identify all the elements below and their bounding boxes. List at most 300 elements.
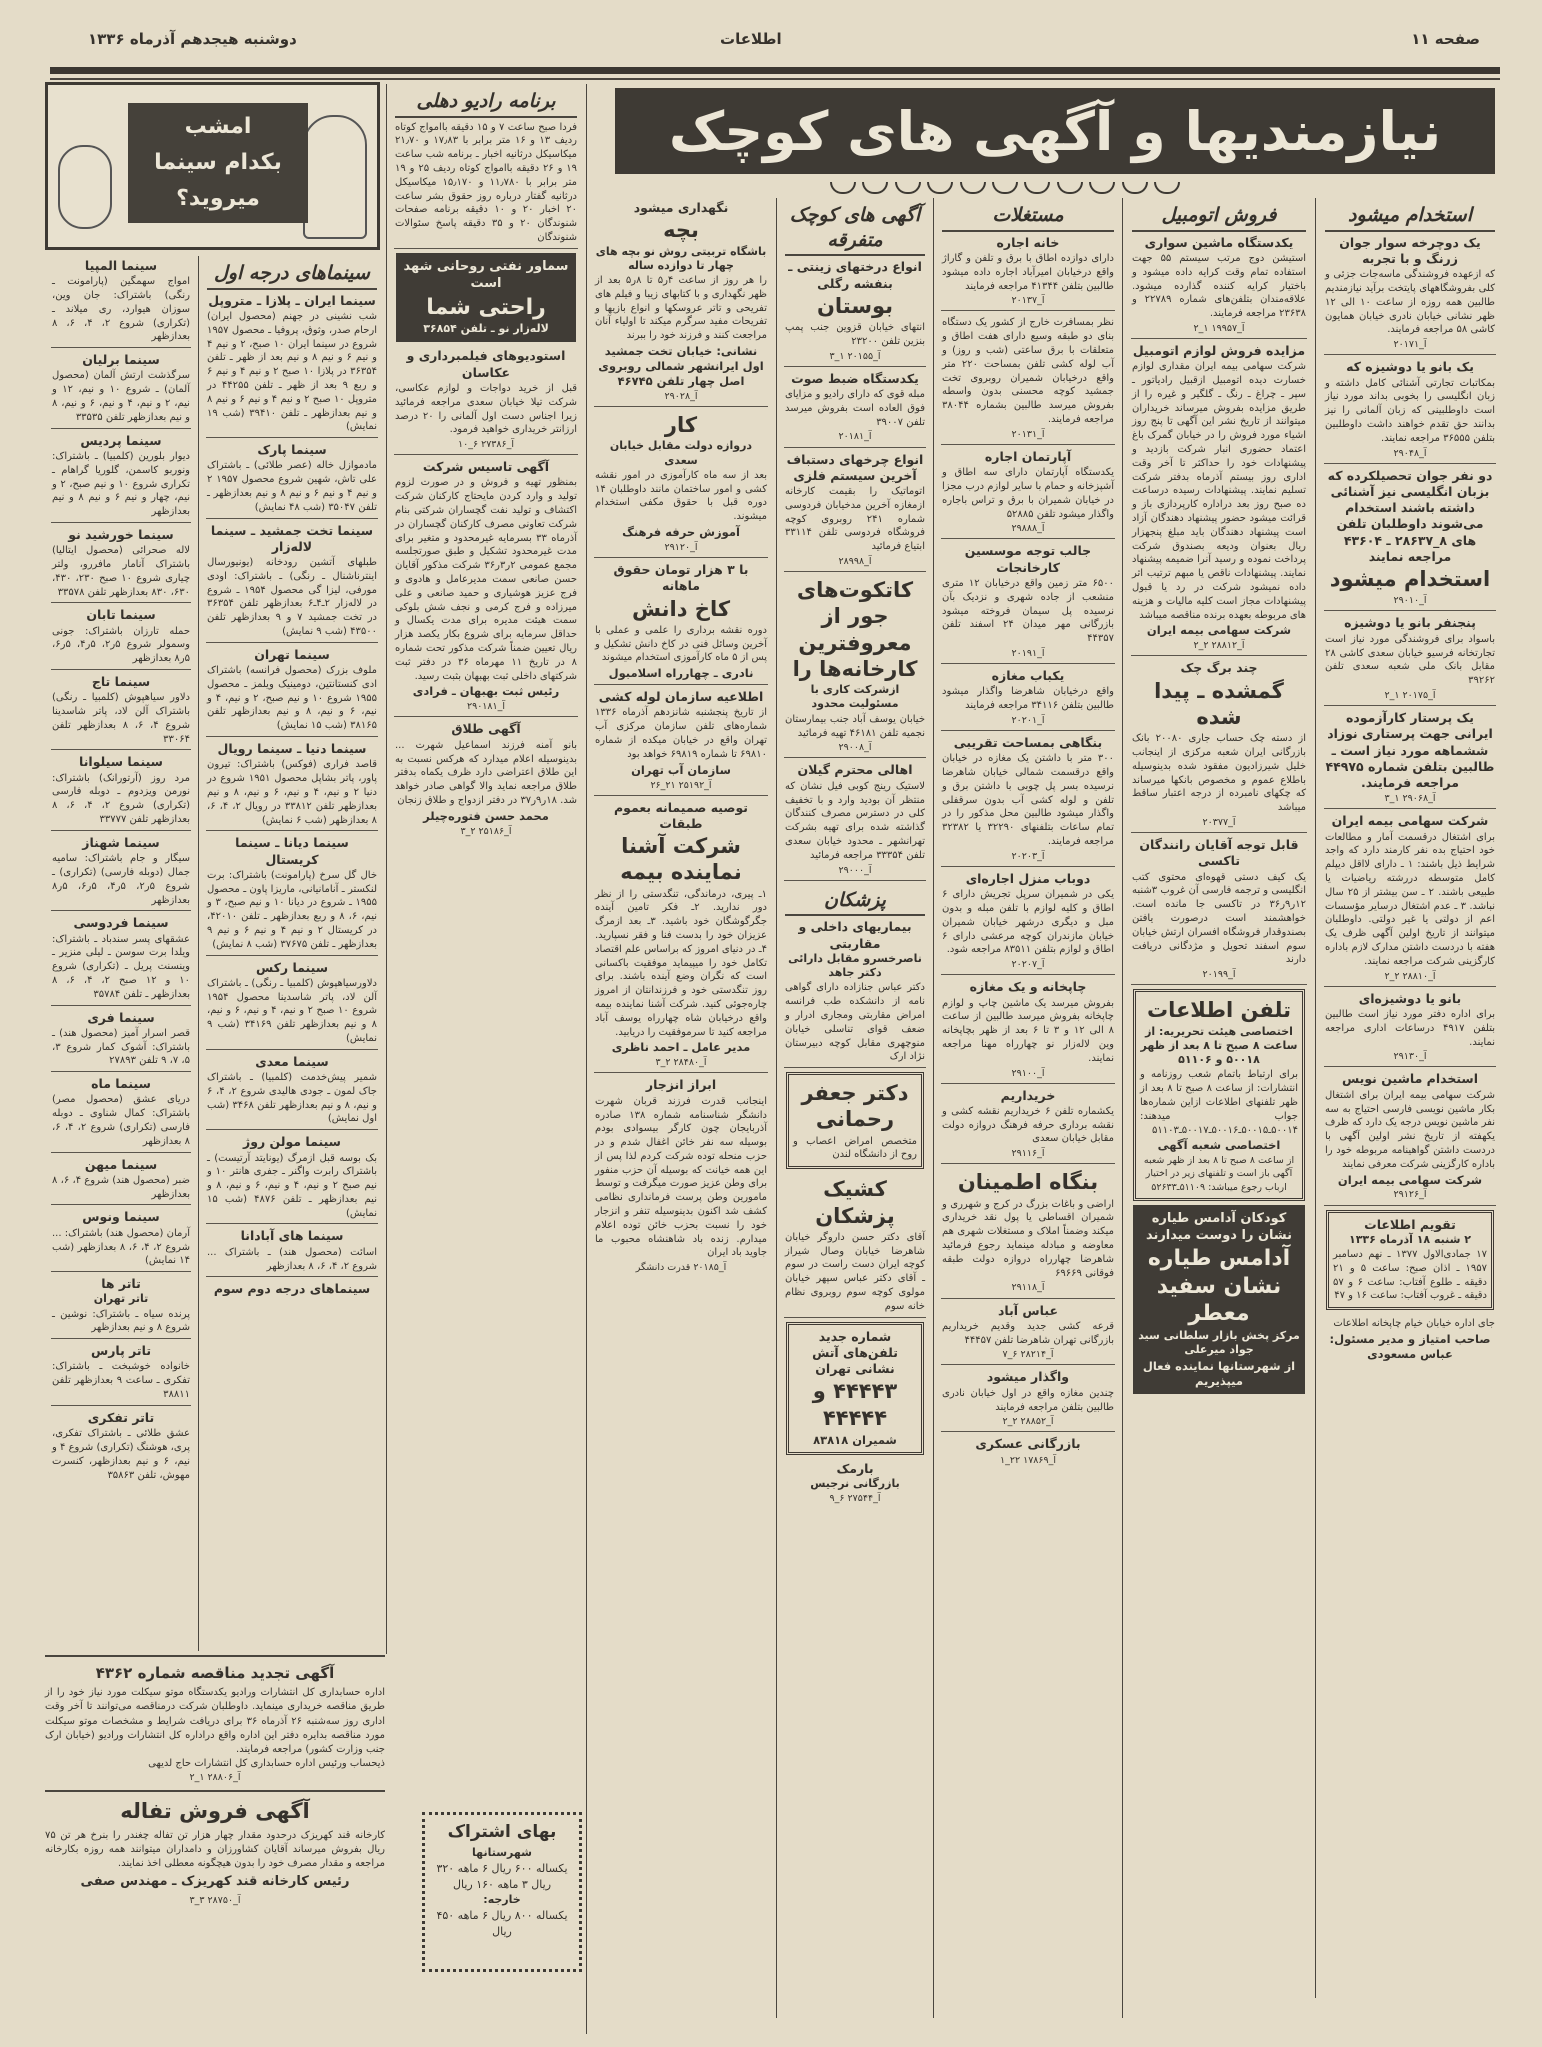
- ad-body: دریای عشق (محصول مصر) باشتراک: کمال شناوی ـ دوبله فارسی (تکراری) شروع ۲، ۴، ۶، ۸ بعدازظهر: [52, 1094, 190, 1147]
- ad-body: سیگار و جام باشتراک: سامیه جمال (دوبله فارسی) (تکراری) ـ شروع ۵ر۲، ۵ر۴، ۵ر۶، ۵ر۸ بعدازظهر: [52, 853, 191, 906]
- ad-body: لاله صحرائی (محصول ایتالیا) باشتراک آنامار مافررو، ولتر چیاری شروع ۱۰ صبح ۲۳۰، ۴۳۰، ۶۳۰، ۸۳۰ بعدازظهر تلفن ۳۳۵۷۸: [52, 545, 190, 598]
- ad-title: سینما پارک: [257, 442, 327, 458]
- ad-body: آقای دکتر حسن داروگر خیابان شاهرضا خیابان وصال شیراز کوچه ایران دست راست در سوم ـ آقای دکتر عباس سپهر خیابان مولوی کوچه سوم روبروی نظام خانه سوم: [785, 1231, 925, 1312]
- ad-body: بانو آمنه فرزند اسماعیل شهرت ... بدینوسیله اعلام میدارد که هرکس نسبت به این طلاق اعتراضی دارد ظرف یکماه بدفتر طلاق مراجعه نماید والا گواهی صادر خواهد شد. ۱۸ر۹ر۳۷ در دفتر ازدواج و طلاق زنجان: [395, 739, 577, 806]
- ad-title: سینما المپیا: [84, 258, 158, 273]
- ad-body: شرکت سهامی بیمه ایران مقداری لوازم خسارت دیده اتومبیل ازقبیل رادیاتور ـ سپر ـ چراغ ـ رنگ ـ گلگیر و غیره را از طریق مزایده بفروش میرساند خریداران میتوانند از تاریخ نشر این آگهی تا پنج روز اشیاء مورد فروش را در خیابان گمرک باغ اعتماد حضوری انبار شرکت بازدید و پیشنهادات خود را حداکثر تا آخر وقت اداری روز بیستم آذرماه بدفتر شرکت تسلیم نمایند. پیشنهادات رسیده درساعت ده صبح روز بعد دراداره کارپردازی باز و قرائت میشود حضور پیشنهاد دهندگان آزاد است پیشنهاد دهندگان باید مبلغ پنجهزار ریال بعنوان ودیعه بصندوق شرکت پرداخت نموده و رسید آنرا ضمیمه پیشنهاد نمایند. پیشنهادات ناقص یا مبهم ترتیب اثر داده نمیشود شرکت در رد یا قبول پیشنهادات مجاز است کلیه مالیات و هزینه های مربوطه بعهده برنده مناقصه میباشد: [1132, 361, 1306, 621]
- ad-code: آ_۲۹۰۱۰: [1393, 595, 1427, 607]
- ad-body: دکتر عباس جنازاده دارای گواهی نامه از دانشکده طب فرانسه امراض مقاربتی ومجاری ادرار و ضعف قوای تناسلی خیابان منوچهری مقابل کوچه دبیرستان نژاد ارک: [785, 982, 925, 1063]
- ad-code: آ_۱۷۸۶۹ ۲۲_۱: [999, 1454, 1056, 1466]
- ad-section: مستغلات: [942, 200, 1114, 232]
- ad-title: استخدام ماشین نویس: [1341, 1071, 1479, 1087]
- ad-code: آ_۲۵۱۸۶ ۲_۳: [460, 825, 512, 837]
- classified-ad: [784, 369, 926, 448]
- classified-ad: [941, 869, 1115, 975]
- classified-ad: [51, 256, 191, 348]
- ad-body: چندین مغازه واقع در اول خیابان نادری طالبین بتلفن مراجعه فرمایند: [942, 1387, 1114, 1413]
- tender-body: اداره حسابداری کل انتشارات ورادیو یکدستگاه موتو سیکلت مورد نیاز خود را از طریق مناقصه خریداری مینماید. داوطلبان شرکت درمناقصه می‌توانند تا آخر وقت اداری روز سه‌شنبه ۲۶ آذرماه ۳۶ برای دریافت شرایط و مشخصات موتو سیکلت مورد مناقصه بدایره دفتر این اداره واقع دراداره کل انتشارات ورادیو (خیابان ارک جنب وزارت کشور) مراجعه فرمایند.: [45, 1687, 385, 1756]
- ad-title: اطلاعیه سازمان لوله کشی: [598, 689, 764, 705]
- subscription-abroad: خارجه:: [483, 1893, 521, 1907]
- ad-body: مبله قوی که دارای رادیو و مزایای فوق العاده است بفروش میرسد تلفن ۳۹۰۰۷: [785, 389, 925, 428]
- ad-body: فردا صبح ساعت ۷ و ۱۵ دقیقه باامواج کوتاه ردیف ۱۳ و ۱۶ متر برابر با ۱۷٫۸۳ و ۲۱٫۷۰ میکاسیکل درثانیه اخبار ـ برنامه شب ساعت ۱۹ و ۲۶ دقیقه باامواج کوتاه ردیف ۲۵ و ۱۹ متر برابر با ۱۱٫۷۸۰ و ۱۵٫۱۷۰ میکاسیکل درثانیه گفتار درباره روز حقوق بشر ساعت ۲۰ اخبار ۲۰ و ۱۰ دقیقه برنامه صفحات شنوندگان ۲۰ و ۳۵ دقیقه پاسخ سئوالات شنوندگان: [395, 121, 578, 244]
- column-children-and-work: [588, 198, 774, 1279]
- ad-body: بفروش میرسد یک ماشین چاپ و لوازم چاپخانه بفروش میرسد طالبین از ساعت ۸ الی ۱۲ و ۳ تا ۶ بعد از ظهر بچاپخانه وین لاله‌زار نو چهارراه مهنا مراجعه نمایند.: [942, 997, 1114, 1064]
- classified-ad: [51, 913, 191, 1005]
- ad-body: متخصص امراض اعصاب و روح از دانشگاه لندن: [793, 1135, 917, 1161]
- classified-ad: [206, 1279, 378, 1300]
- ad-code: آ_۲۷۳۸۶ ۶_۱۰: [457, 439, 514, 451]
- ad-body: پرنده سیاه ـ باشتراک: نوشین ـ شروع ۸ و نیم بعدازظهر: [52, 1308, 190, 1334]
- ad-body: مرد روز (آرتورانک) باشتراک: نورمن ویزدوم ـ دوبله فارسی (تکراری) شروع ۲، ۴، ۶، ۸ بعدازظهر تلفن ۳۳۷۷۷: [52, 772, 191, 826]
- ad-title: خانه اجاره: [996, 234, 1060, 250]
- column-divider: [198, 256, 199, 1651]
- ad-code: آ_۲۰۱۳۱: [1011, 428, 1045, 440]
- ad-big: ۴۴۴۴۳ و ۴۴۴۴۴: [812, 1379, 898, 1430]
- ad-body: قبل از خرید دواجات و لوازم عکاسی، شرکت تیلا خیابان سعدی مراجعه فرمائید زیرا اجناس دست اول آلمانی را ۲۰ درصد ارزانتر خریداری خواهید فرمود.: [395, 382, 577, 436]
- ad-body: بعد از سه ماه کارآموزی در امور نقشه کشی و امور ساختمان مانند داوطلبان ۱۴ دوره قبل با حقوق مکفی استخدام میشوند.: [595, 469, 767, 523]
- classified-ad: [51, 1207, 191, 1272]
- ad-title: یکدستگاه ماشین سواری: [1144, 234, 1294, 250]
- classified-ad: [51, 1408, 191, 1485]
- classified-ad: [784, 450, 926, 573]
- ad-code: آ_۲۹۰۱۸۱: [466, 701, 505, 713]
- classified-ad: [941, 1166, 1115, 1298]
- ad-code: آ_۲۹۰۰۰: [838, 864, 872, 876]
- classified-ad: [1131, 835, 1307, 985]
- ad-body: دیوار بلورین (کلمبیا) ـ باشتراک: ونوربو کاسمن، گلوریا گراهام ـ تکراری شروع ۱۰ و نیم صبح، ۲ و نیم، چهار و نیم ۶ و نیم ۸ و نیم بعدازظهر: [52, 450, 190, 518]
- ad-body: خال گل سرخ (پارامونت) باشتراک: برت لنکستر ـ آنامانیانی، ماریزا پاون ـ محصول ۱۹۵۵ ـ شروع در دیانا ۱۰ و نیم صبح، ۳ و نیم، ۶، ۸ و ربع بعدازظهر ـ تلفن ۴۲۰۱۰، در کریستال ۲ و نیم ۴ و نیم ۶ و نیم ۹ بعدازظهر ـ تلفن ۳۷۶۷۵ (شب ۸ نمایش): [207, 869, 378, 950]
- ad-body: اینجانب قدرت فرزند قربان شهرت دانشگر شناسنامه شماره ۱۳۸ صادره آذربایجان چون کارگر بیسوادی بودم بوسیله سه نفر خائن اغفال شدم و در حزب منحله توده شرکت کردم لذا پس از این همه خیانت که بوسیله آن حزب منفور برای وطن عزیز صورت میگرفت و توسط مامورین وطن پرست فرمانداری نظامی کشف شد اکنون بدینوسیله تنفر و انزجار خود را نسبت بحزب خائن توده اعلام میدارم. زنده باد شاهنشاه محبوب ما جاوید باد ایران: [595, 1095, 767, 1259]
- subscription-abroad-rates: یکساله ۸۰۰ ریال ۶ ماهه ۴۵۰ ریال: [436, 1909, 568, 1939]
- ad-body: اسائت (محصول هند) ـ باشتراک ... شروع ۲، ۴، ۶، ۸ بعدازظهر: [207, 1246, 377, 1272]
- ad-body: بمنظور تهیه و فروش و در صورت لزوم تولید و وارد کردن مایحتاج کارکنان شرکت اکتشاف و تولید نفت گچساران شرکتی بنام شرکت تعاونی مصرف کارکنان گچساران در آذرماه ۳۳ بسرمایه غیرمحدود و متغیر برای مدت غیرمحدود تشکیل و طبق صورتجلسه مجمع عمومی ۲ر۳ر۳۶ شرکت مذکور آقایان حسن صانعی سمت مدیرعامل و هادوی و فرج عزیز هوشیاری و حمید صانعی و علی میرزاده و فرج کرمی و نجف شش بلوکی سمت هیئت مدیره برای مدت یکسال و حداقل سرمایه برای شروع بکار یکصد هزار ریال تعیین ضمناً شرکت مذکور تحت شماره ۸ در تاریخ ۱۱ مهرماه ۳۶ در دفتر ثبت شرکتهای داخلی ثبت بهبهان بثبت رسید.: [395, 477, 578, 682]
- classified-ad: [206, 645, 378, 737]
- ad-title: واگذار میشود: [986, 1369, 1070, 1385]
- decorative-ornament: [830, 182, 1180, 196]
- boxed-notice: [786, 1322, 924, 1455]
- classified-ad: [784, 883, 926, 1069]
- ad-title: اهالی محترم گیلان: [797, 762, 913, 778]
- display-advert: [396, 253, 576, 343]
- classified-ad: [51, 672, 191, 750]
- ad-code: آ_۲۰۲۰۷: [1011, 959, 1045, 971]
- ad-title: یک پرستار کارآزموده ایرانی جهت پرستاری نوزاد ششماهه مورد نیاز است ـ طالبین بتلفن شماره ۴۴۹۷۵ مراجعه فرمایند.: [1325, 710, 1495, 791]
- cinema-ad-line: میروید؟: [176, 186, 260, 211]
- ad-title: سینما شهناز: [82, 834, 160, 850]
- page-number: صفحه ۱۱: [1411, 30, 1480, 48]
- column-divider: [1315, 198, 1316, 1998]
- ad-title: سینما ونوس: [82, 1209, 160, 1225]
- ad-body: برای اشتغال درقسمت آمار و مطالعات خود احتیاج بده نفر کارمند دارد که واجد شرایط ذیل باشند: ۱ ـ دارای لااقل دیپلم کامل متوسطه دررشته ریاضیات یا طبیعی باشند. ۲ ـ سن بیشتر از ۲۵ سال نباشد. ۳ ـ عدم اشتغال درسایر مؤسسات اعم از دولتی یا غیر دولتی. داوطلبان میتوانند از تاریخ اولین آگهی ظرف یک هفته با دردست داشتن مدارک لازم باداره کارگزینی شرکت مراجعه نمایند.: [1325, 831, 1495, 967]
- ad-big: بنگاه اطمینان: [957, 1170, 1099, 1195]
- ad-code: آ_۲۹۰۰۸: [838, 742, 872, 754]
- classified-ad: [784, 1173, 926, 1317]
- ad-section: برنامه رادیو دهلی: [395, 86, 577, 118]
- ad-code: آ_۲۰۱۷۱: [1393, 339, 1427, 351]
- boxed-notice: [1133, 989, 1305, 1200]
- ad-body: شب نشینی در جهنم (محصول ایران) ارحام صدر، وثوق، پروفیا ـ محصول ۱۹۵۷ شروع در سینما ایران ۱۰ صبح، ۲ و نیم ۴ و نیم ۶ و نیم ۸ و نیم بعد از ظهر ـ تلفن ۳۶۳۵۴ در پلازا ۱۰ صبح ۲ و نیم ۴ و نیم ۶ و ربع ۹ بعد از ظهر ـ تلفن ۴۴۲۵۵ در متروپل ۱۰ صبح ۲ و نیم ۴ و نیم ۶ و نیم ۸ و نیم بعدازظهر ـ تلفن ۳۹۴۱۰ (شب ۱۹ نمایش): [207, 310, 377, 433]
- ad-title: چند برگ چک: [1180, 660, 1258, 676]
- ad-footer: محمد حسن فتوره‌چیلر: [423, 808, 549, 823]
- cinema-ad-line: امشب: [184, 114, 252, 139]
- ad-title: سینما معدی: [255, 1053, 329, 1069]
- ad-code: آ_۲۹۱۲۰: [664, 541, 698, 553]
- ad-title: سینما ایران ـ پلازا ـ متروپل: [208, 292, 376, 308]
- classified-ad: [941, 198, 1115, 311]
- pulp-sale-signature: رئیس کارخانه قند کهریزک ـ مهندس صفی: [80, 1874, 350, 1890]
- publication-name: اطلاعات: [720, 30, 782, 48]
- tender-title: آگهی تجدید مناقصه شماره ۴۳۶۲: [95, 1664, 335, 1682]
- classified-ad: [941, 733, 1115, 867]
- ad-section: سینماهای درجه اول: [207, 258, 377, 290]
- classified-ad: [941, 1434, 1115, 1469]
- classified-ad: [941, 447, 1115, 540]
- ad-body: ۱۷ جمادی‌الاول ۱۳۷۷ ـ نهم دسامبر ۱۹۵۷ ـ اذان صبح: ساعت ۵ و ۲۱ دقیقه ـ طلوع آفتاب: ساعت ۶ و ۵۷ دقیقه ـ غروب آفتاب: ساعت ۱۶ و ۴۷: [1333, 1249, 1488, 1302]
- classified-ad: [1324, 811, 1496, 986]
- ad-title: سینما تخت جمشید ـ سینما لاله‌زار: [210, 522, 374, 554]
- ad-title: سینما برلیان: [82, 352, 160, 368]
- classified-ad: [206, 1052, 378, 1130]
- ad-title: سینما تاج: [91, 673, 151, 689]
- ad-big: تلفن اطلاعات: [1146, 998, 1292, 1023]
- ad-big: استخدام میشود: [1329, 567, 1491, 592]
- ad-body: اتوماتیک را بقیمت کارخانه ازمغازه آخرین مدخیابان فردوسی شماره ۲۴۱ روبروی کوچه فروشگاه فردوسی تلفن ۳۳۱۱۴ ابتیاع فرمائید: [785, 486, 925, 553]
- ad-big: گمشده ـ پیدا شده: [1154, 678, 1284, 729]
- ad-title: یکدستگاه ضبط صوت: [791, 370, 919, 386]
- ad-body: قصر اسرار آمیز (محصول هند) ـ باشتراک: آشوک کمار شروع ۳، ۵، ۷، ۹ تلفن ۲۷۸۹۳: [52, 1027, 190, 1067]
- column-cinemas-second: [45, 256, 197, 1487]
- ad-title: سینما ماه: [91, 1076, 151, 1092]
- ad-body: برای ارتباط باتمام شعب روزنامه و انتشارات: از ساعت ۸ صبح تا ۸ بعد از ظهر تلفنهای اطلاعات ازاین شماره‌ها جواب میدهند: ۵۰۰۱۴ـ۵۰۰۱۵ـ۵۰۰۱۶ـ۵۰۰۱۷ـ۵۱۱۰۳: [1140, 1069, 1298, 1136]
- column-divider: [933, 198, 934, 2018]
- ad-subtitle: بازرگانی نرجیس: [810, 1476, 900, 1490]
- ad-body: باسواد برای فروشندگی مورد نیاز است تجارتخانه فرسیو خیابان سعدی کاشی ۲۸ مقابل بانک ملی شعبه سعدی تلفن ۳۹۲۶۲: [1325, 633, 1495, 687]
- ad-section: فروش اتومبیل: [1132, 200, 1306, 232]
- ad-title: کودکان آدامس طیاره نشان را دوست میدارند: [1145, 1210, 1293, 1243]
- ad-code: آ_۲۹۸۸۸: [1011, 523, 1045, 535]
- ad-big: شرکت آشنا نماینده بیمه: [620, 834, 742, 885]
- ad-title: انواع چرخهای دستباف آخرین سیستم فلزی: [786, 451, 924, 483]
- ad-big: دکتر جعفر رحمانی: [801, 1081, 909, 1132]
- ad-body: نظر بمسافرت خارج از کشور یک دستگاه بنای دو طبقه وسیع دارای هفت اطاق و متعلقات با برق ساعتی (شب و روز) و آب لوله کشی تلفن بمساحت ۲۲۰ متر واقع درخیابان شمیران روبروی تخت جمشید کوچه محسنی بدون واسطه بفروش میرسد طالبین بشماره ۳۸۰۴۴ مراجعه فرمایند.: [942, 317, 1114, 426]
- classified-ad: [206, 958, 378, 1050]
- column-car-sales: [1125, 198, 1313, 1398]
- ad-body: ۶۵۰۰ متر زمین واقع درخیابان ۱۲ متری منشعب از جاده شهری و نزدیک بآن نرسیده پل سیمان فروخته میشود بازرگانی مهر میدان ۲۴ اسفند تلفن ۴۴۳۵۷: [942, 577, 1115, 645]
- ad-title: نگهداری میشود: [633, 200, 729, 215]
- ad-body: شرکت سهامی بیمه ایران برای اشتغال بکار ماشین نویسی فارسی احتیاج به سه نفر ماشین نویس درجه یک دارد که ظرف یکهفته از تاریخ نشر اولین آگهی با دردست داشتن گواهینامه مربوطه خود را باداره کارگزینی شرکت معرفی نمایند: [1325, 1089, 1495, 1170]
- classified-ad: [51, 1008, 191, 1073]
- ad-body: یک کیف دستی قهوه‌ای محتوی کتب انگلیسی و ترجمه فارسی آن غروب ۳شنبه ۱۲ر۹ر۳۶ در تاکسی جا مانده است. خواهشمند است درصورت یافتن بصندوقدار فروشگاه افسران ارتش خیابان سوم اسفند تحویل و مژدگانی دریافت دارند: [1132, 871, 1306, 966]
- ad-title: بارمک: [836, 1460, 874, 1476]
- cinema-ad-line: بکدام سینما: [154, 150, 282, 175]
- ad-code: آ_۲۰۲۰۳: [1011, 850, 1045, 862]
- ad-title: تاتر تفکری: [87, 1409, 155, 1425]
- divider: [45, 1790, 385, 1792]
- header-rule-thin: [50, 78, 1500, 80]
- ad-body: یکدستگاه آپارتمان دارای سه اطاق و آشپزخانه و حمام با سایر لوازم درب مجزا در خیابان شمیران با برق و تراس باجاره واگذار میشود تلفن ۵۲۸۸۵: [942, 467, 1114, 520]
- ad-title: سینما تهران: [254, 646, 330, 662]
- ad-section: استخدام میشود: [1325, 200, 1495, 232]
- classified-ad: [784, 574, 926, 758]
- classified-ad: [51, 833, 191, 911]
- column-divider: [586, 84, 587, 2034]
- ad-big: آدامس طیاره نشان سفید معطر: [1147, 1246, 1291, 1327]
- ad-subtitle: مرکز پخش بازار سلطانی سید جواد میرعلی: [1138, 1328, 1300, 1357]
- ad-code: آ_۲۰۲۰۱: [1011, 714, 1045, 726]
- ad-subtitle: ناصرخسرو مقابل دارائی دکتر جاهد: [788, 951, 922, 980]
- ad-code: آ_۲۸۸۱۰ ۲_۲: [1384, 970, 1436, 982]
- classified-ad: [51, 1074, 191, 1152]
- ad-code: آ_۲۹۰۴۸: [1393, 447, 1427, 459]
- ad-code: آ_۲۰۱۸۱: [838, 431, 872, 443]
- ad-title: سینما دیانا ـ سینما کریستال: [235, 835, 349, 867]
- ad-body: از دسته چک حساب جاری ۲۰۰۸۰ بانک بازرگانی ایران شعبه مرکزی از اینجانب خلیل شیرزادیون مفقود شده بدینوسیله باطلاع عموم و مخصوص بانکها میرساند که چکهای نامبرده از درجه اعتبار ساقط میباشد: [1132, 733, 1306, 814]
- ad-body: ضبر (محصول هند) شروع ۴، ۶، ۸ بعدازظهر: [52, 1174, 190, 1200]
- ad-title: عباس آباد: [997, 1302, 1059, 1318]
- ad-footer: شرکت سهامی بیمه ایران: [1146, 623, 1292, 638]
- ad-body: شمیر پیش‌خدمت (کلمبیا) ـ باشتراک جاک لمون ـ جودی هالیدی شروع ۲، ۴، ۶ و نیم، ۸ و نیم بعدازظهر تلفن ۳۴۶۸ (شب اول نمایش): [207, 1072, 377, 1125]
- tender-signature: ذیحساب ورئیس اداره حسابداری کل انتشارات حاج لدیهی: [148, 1758, 385, 1770]
- subscription-box: [422, 1812, 582, 1972]
- ad-code: آ_۲۷۵۴۴ ۶_۹: [829, 1493, 881, 1505]
- ad-big: بوستان: [816, 293, 894, 318]
- ad-big: بچه: [663, 218, 699, 243]
- ad-title: سینما پردیس: [80, 432, 162, 448]
- ad-footer: از شهرستانها نماینده فعال میپذیریم: [1142, 1358, 1296, 1388]
- ad-body: خیابان یوسف آباد جنب بیمارستان نجمیه تلفن ۴۶۱۸۱ تهیه فرمائید: [785, 713, 925, 739]
- ad-body: امواج سهمگین (پارامونت ـ رنگی) باشتراک: جان وین، سوزان هیوارد، ری میلاند ـ (تکراری) شروع ۲، ۴، ۶، ۸ بعدازظهر: [52, 276, 191, 343]
- ad-footer: نادری ـ چهارراه اسلامبول: [608, 666, 754, 681]
- subscription-title: بهای اشتراک: [447, 1822, 557, 1842]
- ad-title: سینما میهن: [84, 1156, 158, 1172]
- ad-title: انواع درختهای زینتی ـ بنفشه رگلی: [788, 259, 922, 291]
- ad-title: شرکت سهامی بیمه ایران: [1331, 813, 1489, 829]
- ad-body: بک بوسه قبل ازمرگ (یونایتد آرتیست) ـ باشتراک رابرت واگنر ـ جفری هانتر ۱۰ و نیم صبح ۲ و نیم، ۴ و نیم، ۶ و نیم، ۸ و نیم بعدازظهر ـ تلفن ۴۸۷۶ (شب ۱۵ نمایش): [207, 1152, 377, 1219]
- classified-ad: [51, 1341, 191, 1406]
- ad-footer: اختصاصی شعبه آگهی: [1157, 1138, 1281, 1153]
- ad-title: تقویم اطلاعات: [1364, 1216, 1456, 1232]
- ad-body: آرمان (محصول هند) باشتراک: ... شروع ۲، ۴، ۶، ۸ بعدازظهر (شب ۱۴ نمایش): [52, 1227, 191, 1267]
- ad-title: یک بانو یا دوشیزه که: [1346, 359, 1474, 375]
- ad-subtitle: ازشرکت کاری با مسئولیت محدود: [810, 683, 900, 711]
- classified-ad: [784, 760, 926, 880]
- classified-ad: [594, 687, 768, 795]
- ad-subtitle: تاتر تهران: [93, 1292, 149, 1306]
- classified-ad: [394, 84, 578, 249]
- column-real-estate: [935, 198, 1121, 1472]
- ad-section: آگهی های کوچک متفرقه: [785, 200, 925, 256]
- ad-body: واقع درخیابان شاهرضا واگذار میشود طالبین بتلفن ۳۴۱۱۶ مراجعه فرمایند: [942, 686, 1114, 712]
- ad-subtitle: اختصاصی هیئت تحریریه: از ساعت ۸ صبح تا ۸ بعد از ظهر ۵۰۰۱۸ و ۵۱۱۰۶: [1140, 1024, 1298, 1067]
- pulp-sale-body: کارخانه قند کهریزک درحدود مقدار چهار هزار تن تفاله چغندر را بنرخ هر تن ۷۵ ریال بفروش میرساند آقایان کشاورزان و دامداران میتوانند همه روزه بکارخانه مراجعه و مقدار مصرف خود را بدون هیچگونه معطلی اخذ نمایند.: [45, 1829, 385, 1870]
- ad-title: تاتر ها: [101, 1276, 141, 1292]
- ad-title: جالب توجه موسسین کارخانجات: [964, 543, 1092, 575]
- ad-big: راحتی شما: [426, 294, 546, 320]
- display-advert: [1133, 1205, 1305, 1395]
- classified-ad: [941, 977, 1115, 1083]
- classified-ad: [394, 457, 578, 717]
- classified-ad: [594, 409, 768, 558]
- ad-subtitle: دروازه دولت مقابل خیابان سعدی: [609, 439, 753, 467]
- ad-title: سینما مولن روژ: [243, 1134, 341, 1150]
- ad-body: دارای دوازده اطاق با برق و تلفن و گاراژ واقع درخیابان امیرآباد اجاره داده میشود طالبین بتلفن ۴۱۳۴۴ مراجعه فرمایند: [942, 252, 1114, 292]
- classified-ad: [206, 256, 378, 438]
- ad-title: سینماهای درجه دوم سوم: [213, 1281, 371, 1297]
- ad-code: آ_۲۹۱۲۶: [1393, 1189, 1427, 1201]
- ad-body: عشقهای پسر سندباد ـ باشتراک: ویلدا برت سوسن ـ لیلی منزیر ـ وینسنت پریل ـ (تکراری) شروع ۱۰ و ۱۲ صبح ۲، ۴، ۶، ۸ بعدازظهر ـ تلفن ۳۵۷۸۴: [52, 933, 191, 1000]
- issue-date: دوشنبه هیجدهم آذرماه ۱۳۳۶: [88, 30, 297, 48]
- cinema-screen: [128, 103, 308, 223]
- ad-body: استیشن دوج مرتب سیستم ۵۵ جهت استفاده تمام وقت کرایه داده میشود و باختیار کرایه کننده گذارده میشود. علاقه‌مندان بتلفن‌های شماره ۲۲۷۸۹ و ۲۳۶۳۸ مراجعه فرمایند.: [1132, 252, 1306, 320]
- ad-code: آ_۲۹۱۱۸: [1011, 1282, 1045, 1294]
- ad-code: آ_۲۰۱۷۵ ۱_۲: [1384, 689, 1436, 701]
- ad-title: سینما فردوسی: [73, 915, 169, 931]
- ad-code: آ_۲۹۱۳۰: [1393, 1051, 1427, 1063]
- ad-section: پزشکان: [785, 885, 925, 917]
- ad-body: ملوف بزرک (محصول فرانسه) باشتراک ادی کنستانتین، دومینیک ویلمز ـ محصول ۱۹۵۵ شروع ۱۰ و نیم صبح، ۲ و نیم، ۴ و نیم، ۶ و نیم، ۸ و نیم بعدازظهر تلفن ۳۸۱۶۵ (شب ۱۵ نمایش): [207, 665, 377, 732]
- ad-title: بازرگانی عسکری: [975, 1436, 1081, 1452]
- ad-body: یکشماره تلفن ۶ خریداریم نقشه کشی و نقشه برداری حرفه فرهنگ دروازه دولت مقابل خیابان سعدی: [942, 1105, 1115, 1145]
- classified-ad: [784, 1459, 926, 1509]
- ad-body: دوره نقشه برداری را علمی و عملی با آخرین وسائل فنی در کاخ دانش تشکیل و پس از ۵ ماه کارآموزی استخدام میشوند: [595, 624, 767, 664]
- cinema-advert: [45, 82, 380, 250]
- classified-ad: [206, 1132, 378, 1224]
- ad-code: آ_۲۰۱۹۱: [1011, 647, 1045, 659]
- ad-code: آ_۲۹۰۲۸: [664, 390, 698, 402]
- ad-title: سینما رکس: [255, 959, 329, 975]
- ad-footer: آموزش حرفه فرهنگ: [622, 525, 740, 540]
- ad-big: کشیک پزشکان: [815, 1177, 895, 1228]
- ad-code: آ_۲۸۹۹۸: [838, 556, 872, 568]
- ad-title: شماره جدید تلفن‌های آتش نشانی تهران: [812, 1328, 898, 1377]
- ad-code: آ_۲۰۱۳۷: [1011, 295, 1045, 307]
- classified-ad: [941, 666, 1115, 731]
- ad-title: توصیه صمیمانه بعموم طبقات: [613, 799, 749, 831]
- classified-ad: [1324, 708, 1496, 809]
- ad-subtitle: ۲ شنبه ۱۸ آذرماه ۱۳۳۶: [1349, 1232, 1471, 1246]
- ad-footer: سازمان آب تهران: [631, 762, 731, 777]
- classified-ad: [941, 1301, 1115, 1366]
- ad-title: مزایده فروش لوازم اتومبیل: [1132, 343, 1306, 359]
- ad-title: پنجنفر بانو یا دوشیزه: [1344, 615, 1476, 631]
- ad-footer: شرکت سهامی بیمه ایران: [1337, 1172, 1483, 1187]
- ad-code: آ_۲۰۱۵۵ ۱_۳: [829, 350, 881, 362]
- ad-code: آ_۲۸۸۱۲ ۲_۲: [1193, 640, 1245, 652]
- ad-title: سینما فری: [87, 1009, 155, 1025]
- ad-subtitle: لاله‌زار نو ـ تلفن ۳۶۸۵۴: [423, 322, 549, 336]
- column-employment: [1318, 198, 1502, 1367]
- classified-ad: [51, 752, 191, 830]
- classified-ad: [1131, 198, 1307, 339]
- ad-code: آ_۲۹۰۶۸ ۱_۳: [1384, 793, 1436, 805]
- ad-code: آ_۲۵۱۹۲ ۲۱_۲۶: [650, 779, 712, 791]
- ad-footer: صاحب امتیاز و مدیر مسئول: عباس مسعودی: [1329, 1332, 1491, 1362]
- ad-body: را هر روز از ساعت ۴ر۵ تا ۸ر۵ بعد از ظهر نگهداری و با کتابهای زیبا و فیلم های تفریحی و تاتر عروسکها و انواع بازیها و تفریحات مفید سرگرم میکند تا اولیاء آنان مراجعت کنند و فرزند خود را ببرند: [595, 275, 767, 342]
- ad-title: قابل توجه آقایان رانندگان تاکسی: [1139, 837, 1299, 869]
- ad-code: آ_۲۹۱۱۶: [1011, 1148, 1045, 1160]
- tender-notice: [45, 1655, 385, 1907]
- classified-ad: [1324, 466, 1496, 612]
- ad-body: سرگذشت ارتش آلمان (محصول آلمان) ـ شروع ۱۰ و نیم، ۱۲ و نیم، ۲ و نیم، ۴ و نیم، ۶ و نیم، ۸ و نیم بعدازظهر تلفن ۳۳۵۳۵: [52, 370, 190, 423]
- column-misc-ads: [778, 198, 932, 1510]
- ad-footer: مدیر عامل ـ احمد ناظری: [611, 1040, 751, 1055]
- classified-ad: [594, 198, 768, 407]
- ad-big: کار: [664, 413, 698, 437]
- ad-subtitle: باشگاه تربیتی روش نو بچه های چهار تا دوازده ساله: [595, 244, 767, 272]
- classified-ad: [1131, 341, 1307, 656]
- ad-big: کاخ دانش: [631, 596, 731, 621]
- ad-code: آ_۲۸۸۵۲ ۲_۲: [1002, 1416, 1054, 1428]
- boxed-notice: [1326, 1210, 1494, 1311]
- ad-body: اراضی و باغات بزرگ در کرج و شهرری و شمیران اقساطی یا پول نقد خریداری میکند وضمناً املاک و مستغلات شهری هم معاوضه و مبادله مینماید رجوع فرمائید شاهرضا چهارراه دروازه دولت طبقه فوقانی ۶۹۶۶۹: [942, 1198, 1114, 1279]
- ad-body: برای اداره دفتر مورد نیاز است طالبین بتلفن ۴۹۱۷ درساعات اداری مراجعه نمایند.: [1325, 1008, 1495, 1048]
- classified-ad: [394, 346, 578, 455]
- ad-body: بمکاتبات تجارتی آشنائی کامل داشته و زبان انگلیسی را بخوبی بداند مورد نیاز است داوطلبینی که زبان آلمانی را نیز بدانند حق تقدم خواهند داشت داوطلبین بتلفن ۳۶۵۵۵ مراجعه نمایند.: [1325, 377, 1495, 444]
- ad-body: مادموازل خاله (عصر طلائی) ـ باشتراک علی تاش، شهین شروع محصول ۱۹۵۷ ۲ و نیم ۴ و نیم ۶ و نیم ۸ و نیم بعدازظهر ـ تلفن ۳۵۰۴۷ (شب ۴۸ نمایش): [207, 460, 377, 513]
- tender-code: آ_۲۸۸۰۶ ۱_۲: [189, 1772, 241, 1784]
- ad-title: سماور نفتی روحانی شهد است: [403, 258, 569, 291]
- ad-footer: نشانی: خیابان تخت جمشید اول ایرانشهر شمالی روبروی اصل چهار تلفن ۴۶۷۴۵: [598, 344, 764, 388]
- classified-ad: [941, 541, 1115, 664]
- subscription-provinces-rates: یکساله ۶۰۰ ریال ۶ ماهه ۳۲۰ ریال ۳ ماهه ۱۶۰ ریال: [436, 1861, 568, 1891]
- classified-ad: [594, 798, 768, 1074]
- ad-title: آگهی طلاق: [451, 721, 521, 737]
- classified-ad: [206, 521, 378, 643]
- classified-ad: [206, 833, 378, 955]
- ad-body: از تاریخ پنجشنبه شانزدهم آذرماه ۱۳۳۶ شماره‌های تلفن سازمان مرکزی آب تهران واقع در خیابان میکده از شماره ۶۹۸۱۰ تا شماره ۶۹۸۱۹ خواهد بود: [595, 707, 767, 760]
- column-divider: [1122, 198, 1123, 2018]
- classifieds-banner: نیازمندیها و آگهی های کوچک: [615, 88, 1495, 174]
- column-cinemas-first: [200, 256, 384, 1303]
- column-divider: [386, 84, 387, 1654]
- classified-ad: [1131, 658, 1307, 833]
- pulp-sale-code: آ_۲۸۷۵۰ ۳_۳: [189, 1894, 241, 1906]
- ad-code: آ_۲۰۱۹۹: [1202, 969, 1236, 981]
- ad-code: آ_۲۸۲۱۴ ۶_۷: [1002, 1349, 1054, 1361]
- ad-body: قرعه کشی جدید وقدیم خریداریم بازرگانی تهران شاهرضا تلفن ۴۴۴۵۷: [942, 1320, 1114, 1346]
- classified-ad: [51, 605, 191, 670]
- ad-title: بنگاهی بمساحت تقریبی: [953, 735, 1103, 751]
- pulp-sale-title: آگهی فروش تفاله: [120, 1798, 310, 1823]
- ad-title: سینما سیلوانا: [79, 754, 163, 770]
- ad-title: یکباب مغازه: [991, 668, 1065, 684]
- classified-ad: [784, 198, 926, 367]
- classified-ad: [51, 1155, 191, 1206]
- column-divider: [776, 198, 777, 2018]
- classified-ad: [941, 313, 1115, 444]
- couple-illustration-icon: [303, 115, 367, 239]
- ad-title: چاپخانه و یک مغازه: [969, 979, 1087, 995]
- ad-code: آ_۱۹۹۵۷ ۱_۲: [1193, 322, 1245, 334]
- ad-body: یکی در شمیران سرپل تجریش دارای ۶ اطاق و کلیه لوازم با تلفن مبله و بدون مبل و دیگری درشهر خیابان شمیران خیابان مازندران کوچه مرعشی دارای ۶ اطاق و لوازم بتلفن ۸۳۵۱۱ مراجعه شود.: [942, 889, 1114, 956]
- ad-code: آ_۲۰۱۸۵ قدرت دانشگر: [635, 1262, 727, 1274]
- ad-body: جای اداره خیابان خیام چاپخانه اطلاعات: [1333, 1318, 1495, 1330]
- ad-big: کاتکوت‌های جور از معروفترین کارخانه‌ها را: [792, 578, 918, 681]
- classified-ad: [1324, 989, 1496, 1068]
- classified-ad: [394, 719, 578, 840]
- classified-ad: [941, 1367, 1115, 1432]
- classified-ad: [1324, 613, 1496, 706]
- ad-title: بانو یا دوشیزه‌ای: [1358, 990, 1462, 1006]
- ad-body: لاستیک رینج کوبی فیل نشان که منتظر آن بودید وارد و با تخفیف کلی در دسترس مصرف کنندگان گذاشته شده برای تهیه بشرکت تهرانشهر ـ محدود خیابان سعدی تلفن ۳۳۳۵۴ مراجعه فرمائید: [785, 780, 925, 861]
- ad-body: دلاور سیاهپوش (کلمبیا ـ رنگی) باشتراک آلن لاد، پاتر شاسدینا شروع ۴، ۶، ۸ بعدازظهر تلفن ۳۳۰۶۴: [52, 692, 191, 745]
- classified-ad: [206, 440, 378, 518]
- ad-title: بیماریهای داخلی و مقاربتی: [798, 919, 912, 951]
- ad-title: آگهی تاسیس شرکت: [422, 459, 550, 475]
- ad-title: استودیوهای فیلمبرداری و عکاسان: [406, 348, 566, 380]
- ad-code: آ_۲۸۴۸۰ ۲_۳: [655, 1057, 707, 1069]
- classified-ad: [206, 1226, 378, 1277]
